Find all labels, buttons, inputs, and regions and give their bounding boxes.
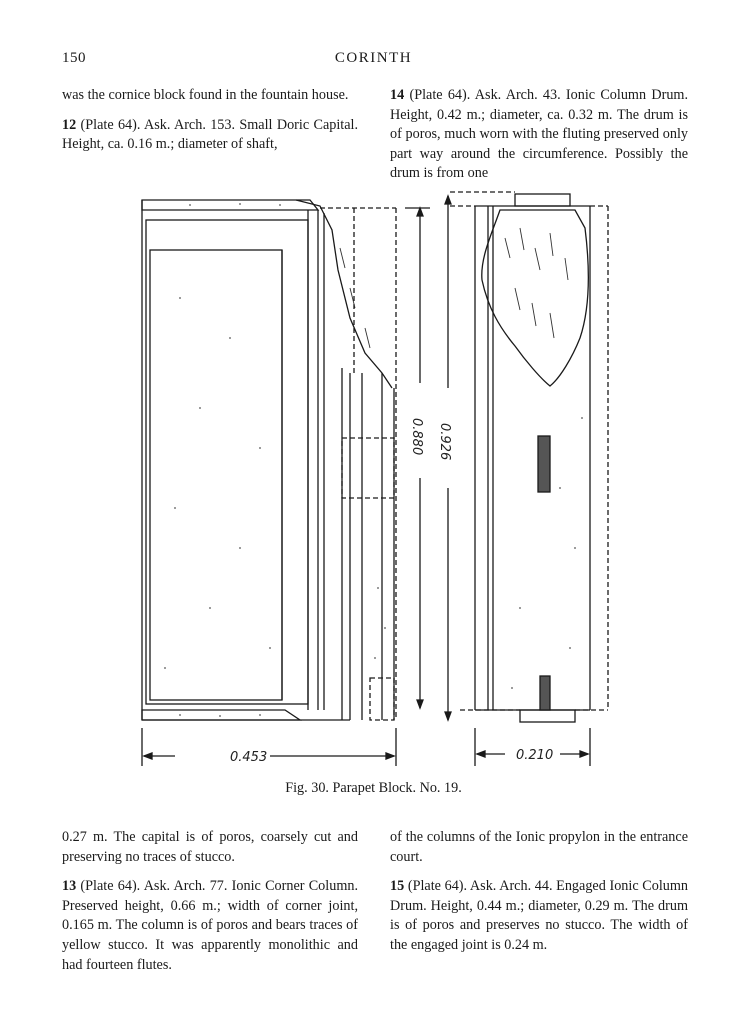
dimension-label-width-right: 0.210 <box>516 748 554 763</box>
right-column-top <box>390 86 688 194</box>
catalog-entry-15 <box>390 877 688 955</box>
paragraph: of the columns of the Ionic propylon in the entrance court. <box>390 829 688 865</box>
entry-text: (Plate 64). Ask. Arch. 43. Ionic Column Drum. Height, 0.42 m.; diameter, ca. 0.32 m. The drum is of poros, much worn with the fluting preserved only part way around the circumference. Possibly the drum is from one <box>390 87 688 182</box>
entry-number: 12 <box>62 116 77 133</box>
entry-text: (Plate 64). Ask. Arch. 44. Engaged Ionic Column Drum. Height, 0.44 m.; diameter, 0.29 m. The drum is of poros and preserves no stucco. The width of the engaged joint is 0.24 m. <box>390 878 688 953</box>
entry-number: 14 <box>390 87 405 103</box>
catalog-entry-12 <box>62 116 358 155</box>
running-head: CORINTH <box>334 50 413 66</box>
dimension-label-height-outer: 0.926 <box>437 423 452 461</box>
paragraph: 0.27 m. The capital is of poros, coarsely cut and preserving no traces of stucco. <box>62 829 358 865</box>
entry-number: 13 <box>62 878 77 895</box>
catalog-entry-13 <box>62 877 358 975</box>
entry-text: (Plate 64). Ask. Arch. 153. Small Doric Capital. Height, ca. 0.16 m.; diameter of shaft, <box>62 116 358 153</box>
entry-text: (Plate 64). Ask. Arch. 77. Ionic Corner Column. Preserved height, 0.66 m.; width of corner joint, 0.165 m. The column is of poros and bears traces of yellow stucco. It was apparently monolithic and had fourteen flutes. <box>62 878 358 973</box>
dimension-label-width-left: 0.453 <box>230 750 268 765</box>
page-number: 150 <box>62 50 86 66</box>
figure-caption: Fig. 30. Parapet Block. No. 19. <box>285 780 462 796</box>
entry-number: 15 <box>390 878 405 895</box>
right-column-bottom <box>390 828 688 966</box>
paragraph: was the cornice block found in the fountain house. <box>62 87 349 103</box>
dimension-label-height-inner: 0.880 <box>409 418 424 456</box>
left-column-bottom <box>62 828 358 985</box>
parapet-block-drawing <box>120 188 630 770</box>
catalog-entry-14 <box>390 86 688 184</box>
left-column-top <box>62 86 358 165</box>
